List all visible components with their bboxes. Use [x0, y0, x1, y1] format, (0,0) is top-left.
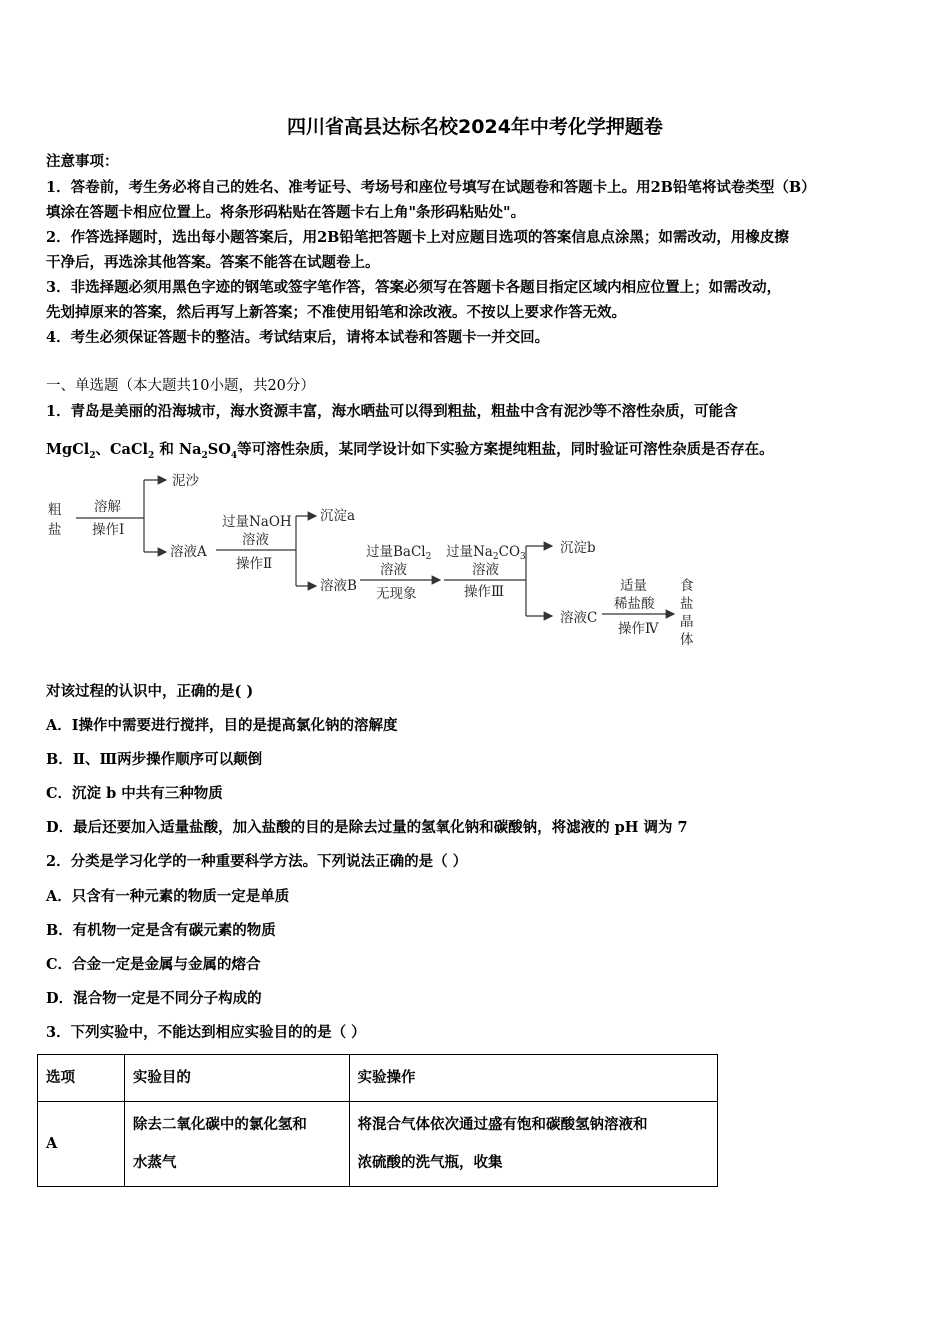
label-sol-b: 溶液B: [320, 578, 357, 594]
label-hcl-2: 稀盐酸: [614, 596, 655, 612]
question-1-option-b[interactable]: B．Ⅱ、Ⅲ两步操作顺序可以颠倒: [46, 751, 263, 768]
table-header-purpose: 实验目的: [124, 1055, 349, 1102]
label-bacl2: 过量BaCl$_2$: [366, 544, 432, 562]
label-crude-2: 盐: [48, 522, 62, 538]
notice-line: 3．非选择题必须用黑色字迹的钢笔或签字笔作答，答案必须写在答题卡各题目指定区域内相应位置上；如需改动，: [46, 279, 782, 296]
label-salt-2: 盐: [680, 596, 694, 612]
label-no-phenomenon: 无现象: [376, 586, 417, 602]
label-na2co3-sol: 溶液: [472, 562, 499, 578]
question-1-stem-line2: MgCl$_2$、CaCl$_2$ 和 $Na_2SO_4$等可溶性杂质，某同学设计如下实验方案提纯粗盐，同时验证可溶性杂质是否存在。: [46, 441, 774, 461]
label-sol-c: 溶液C: [560, 610, 598, 626]
label-salt-4: 体: [680, 632, 694, 648]
question-1-prompt: 对该过程的认识中，正确的是( ): [46, 683, 254, 700]
table-header-row: [38, 1055, 718, 1102]
section-heading: 一、单选题（本大题共10小题，共20分）: [46, 378, 315, 394]
notice-line: 先划掉原来的答案，然后再写上新答案；不准使用铅笔和涂改液。不按以上要求作答无效。: [46, 304, 626, 321]
question-2-option-c[interactable]: C．合金一定是金属与金属的熔合: [46, 956, 261, 973]
label-op3: 操作Ⅲ: [464, 584, 505, 600]
experiment-table: [37, 1054, 718, 1187]
label-salt-1: 食: [680, 578, 694, 594]
label-hcl-1: 适量: [620, 578, 647, 594]
label-crude-1: 粗: [48, 502, 62, 518]
table-header-operation: 实验操作: [349, 1055, 717, 1102]
table-cell-operation: 将混合气体依次通过盛有饱和碳酸氢钠溶液和 浓硫酸的洗气瓶，收集: [349, 1102, 717, 1187]
label-bacl2-sol: 溶液: [380, 562, 407, 578]
question-1-stem: 1．青岛是美丽的沿海城市，海水资源丰富，海水晒盐可以得到粗盐，粗盐中含有泥沙等不溶性杂质，可能含: [46, 403, 738, 420]
label-sol-a: 溶液A: [170, 544, 207, 560]
page-title: 四川省高县达标名校2024年中考化学押题卷: [287, 116, 663, 138]
label-na2co3: 过量$Na_2CO_3$: [446, 544, 526, 562]
question-2-option-d[interactable]: D．混合物一定是不同分子构成的: [46, 990, 262, 1007]
label-naoh-2: 溶液: [242, 532, 269, 548]
notice-line: 干净后，再选涂其他答案。答案不能答在试题卷上。: [46, 254, 380, 271]
question-1-option-a[interactable]: A．Ⅰ操作中需要进行搅拌，目的是提高氯化钠的溶解度: [46, 717, 398, 734]
table-header-option: 选项: [38, 1055, 125, 1102]
label-op4: 操作Ⅳ: [618, 621, 659, 637]
notice-line: 填涂在答题卡相应位置上。将条形码粘贴在答题卡右上角"条形码粘贴处"。: [46, 204, 526, 221]
notice-heading: 注意事项：: [46, 153, 119, 170]
question-1-option-c[interactable]: C．沉淀 b 中共有三种物质: [46, 785, 223, 802]
label-sand: 泥沙: [172, 473, 199, 489]
question-1-option-d[interactable]: D．最后还要加入适量盐酸，加入盐酸的目的是除去过量的氢氧化钠和碳酸钠，将滤液的 pH 调为 7: [46, 819, 688, 836]
notice-line: 1．答卷前，考生务必将自己的姓名、准考证号、考场号和座位号填写在试题卷和答题卡上。用2B铅笔将试卷类型（B）: [46, 179, 816, 196]
question-2-option-b[interactable]: B．有机物一定是含有碳元素的物质: [46, 922, 276, 939]
question-3-stem: 3．下列实验中，不能达到相应实验目的的是（ ）: [46, 1024, 366, 1041]
question-2-stem: 2．分类是学习化学的一种重要科学方法。下列说法正确的是（ ）: [46, 853, 468, 870]
label-naoh: 过量NaOH: [222, 514, 292, 530]
label-precipitate-a: 沉淀a: [320, 508, 356, 524]
table-row: [38, 1102, 718, 1187]
label-salt-3: 晶: [680, 614, 694, 630]
label-op1: 操作Ⅰ: [92, 522, 125, 538]
question-2-option-a[interactable]: A．只含有一种元素的物质一定是单质: [46, 888, 290, 905]
label-op2: 操作Ⅱ: [236, 556, 273, 572]
table-cell-purpose: 除去二氧化碳中的氯化氢和 水蒸气: [124, 1102, 349, 1187]
label-precipitate-b: 沉淀b: [560, 540, 596, 556]
notice-line: 4．考生必须保证答题卡的整洁。考试结束后，请将本试卷和答题卡一并交回。: [46, 329, 550, 346]
label-dissolve: 溶解: [94, 499, 121, 515]
table-cell-option: A: [38, 1102, 125, 1187]
purification-flow-diagram: [40, 470, 720, 660]
notice-line: 2．作答选择题时，选出每小题答案后，用2B铅笔把答题卡上对应题目选项的答案信息点涂黑；如需改动，用橡皮擦: [46, 229, 789, 246]
